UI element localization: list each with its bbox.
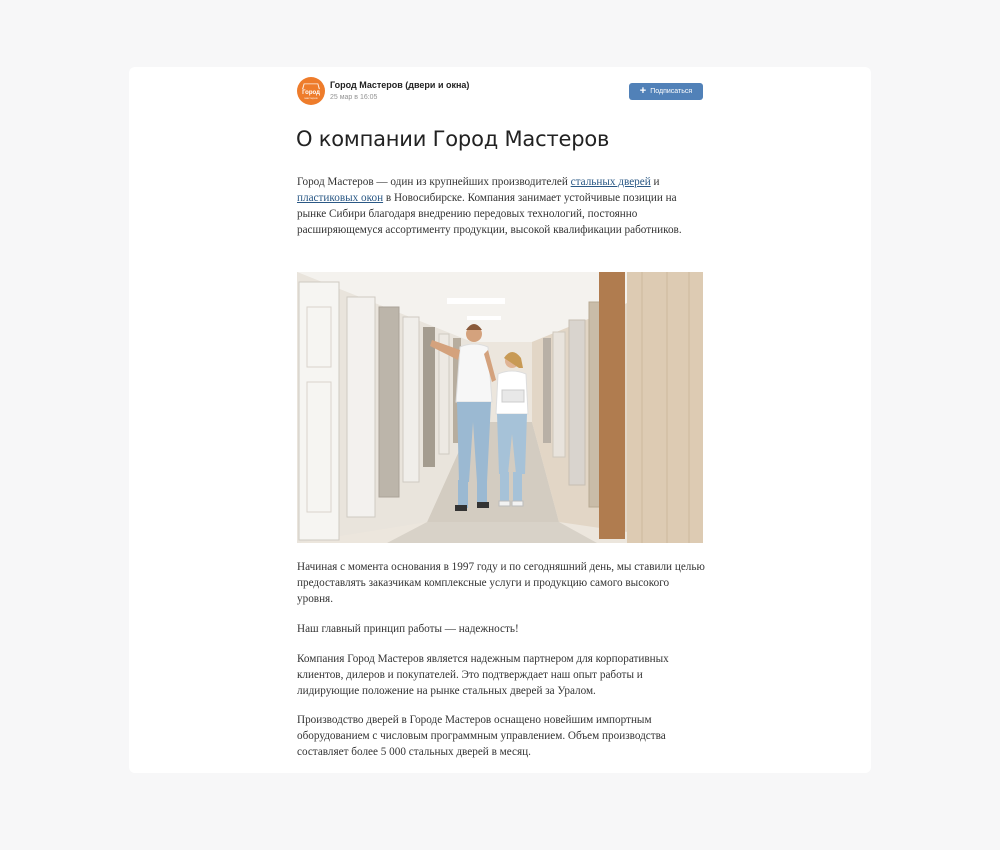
plus-icon: + (639, 85, 647, 97)
post-date[interactable]: 25 мар в 16:05 (330, 94, 378, 101)
intro-text-3: в Новосибирске. Компания занимает устойчивые позиции на рынке Сибири благодаря внедрению передовых технологий, постоянно расширяющемуся ассортименту продукции, высокой квалификации работников. (297, 192, 682, 236)
house-icon (302, 83, 320, 89)
plastic-windows-link[interactable]: пластиковых окон (297, 192, 384, 204)
article-card (129, 67, 871, 773)
intro-paragraph (297, 174, 707, 238)
article-photo[interactable] (297, 272, 703, 543)
corridor-illustration (297, 272, 703, 543)
subscribe-button[interactable] (629, 83, 703, 100)
paragraph-history: Начиная с момента основания в 1997 году и по сегодняшний день, мы ставили целью предоставлять заказчикам комплексные услуги и продукцию самого высокого уровня. (297, 561, 705, 605)
logo-text: Город (302, 89, 320, 96)
avatar[interactable] (297, 77, 325, 105)
steel-doors-link[interactable]: стальных дверей (570, 176, 651, 188)
intro-text-2: и (650, 176, 660, 188)
intro-text-1: Город Мастеров — один из крупнейших производителей (297, 176, 571, 188)
subscribe-label: Подписаться (650, 88, 693, 95)
paragraph-partners: Компания Город Мастеров является надежным партнером для корпоративных клиентов, дилеров и покупателей. Это подтверждает наш опыт работы и лидирующие положение на рынке стальных дверей за Уралом. (297, 653, 669, 697)
article-title: О компании Город Мастеров (296, 127, 610, 151)
logo-subtext: мастеров (304, 95, 318, 100)
paragraph-production: Производство дверей в Городе Мастеров оснащено новейшим импортным оборудованием с числовым программным управлением. Объем производства составляет более 5 000 стальных дверей в месяц. (297, 714, 666, 758)
author-name[interactable]: Город Мастеров (двери и окна) (330, 80, 470, 90)
post-header (297, 77, 703, 107)
paragraph-principle: Наш главный принцип работы — надежность! (297, 623, 519, 635)
